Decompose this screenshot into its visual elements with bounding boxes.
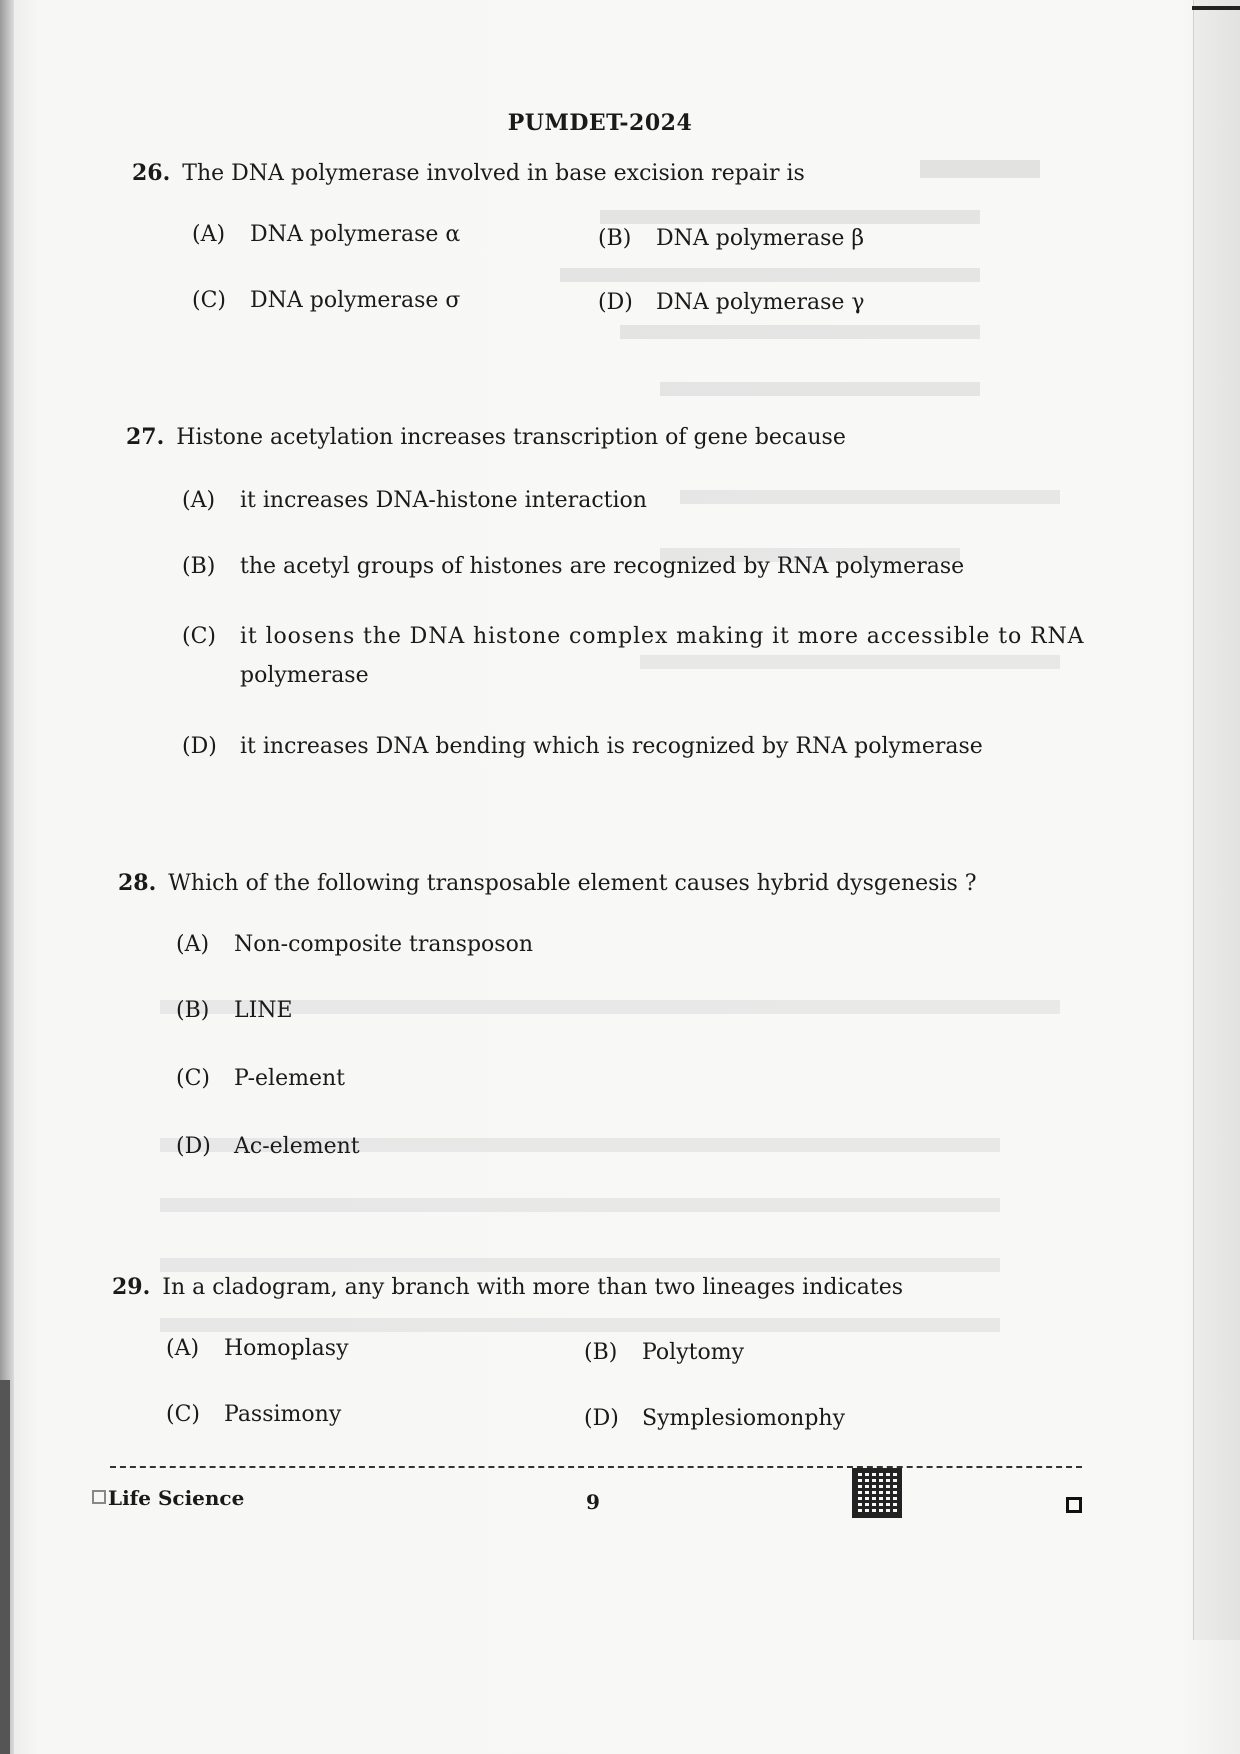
bleed-through-mark — [620, 325, 980, 339]
option-a — [176, 932, 533, 957]
option-c — [182, 624, 1102, 688]
option-label: (B) — [176, 998, 210, 1023]
option-c — [166, 1402, 341, 1427]
option-text: P-element — [234, 1066, 345, 1091]
option-label: (A) — [192, 222, 226, 247]
question-number: 28. — [118, 870, 157, 896]
option-text: DNA polymerase α — [250, 222, 461, 247]
question-text: In a cladogram, any branch with more than two lineages indicates — [162, 1275, 904, 1300]
option-text: DNA polymerase β — [656, 226, 865, 251]
option-a — [182, 488, 647, 513]
square-bullet-icon — [92, 1490, 106, 1504]
bleed-through-mark — [560, 268, 980, 282]
option-label: (B) — [182, 554, 216, 579]
option-label: (D) — [584, 1406, 619, 1431]
subject-label: Life Science — [108, 1486, 245, 1510]
option-d — [584, 1406, 845, 1431]
option-b — [584, 1340, 744, 1365]
scan-corner-mark — [1192, 6, 1240, 10]
option-a — [166, 1336, 349, 1361]
option-text: it increases DNA-histone interaction — [240, 488, 647, 513]
option-text: Passimony — [224, 1402, 342, 1427]
option-text: LINE — [234, 998, 293, 1023]
option-label: (D) — [176, 1134, 211, 1159]
question-27 — [126, 422, 846, 453]
option-text: DNA polymerase γ — [656, 290, 865, 315]
footer-divider — [110, 1466, 1082, 1468]
option-text: it increases DNA bending which is recognized by RNA polymerase — [240, 734, 983, 759]
option-text: Ac-element — [234, 1134, 360, 1159]
option-text: the acetyl groups of histones are recognized by RNA polymerase — [240, 554, 965, 579]
option-text: Symplesiomonphy — [642, 1406, 846, 1431]
option-text-continued: polymerase — [240, 663, 369, 688]
bleed-through-mark — [920, 160, 1040, 178]
option-b — [598, 226, 864, 251]
bleed-through-mark — [660, 382, 980, 396]
question-text: The DNA polymerase involved in base excision repair is — [182, 161, 805, 186]
option-text: Homoplasy — [224, 1336, 349, 1361]
option-label: (D) — [598, 290, 633, 315]
question-text: Which of the following transposable element causes hybrid dysgenesis ? — [168, 871, 977, 896]
option-b — [182, 554, 964, 579]
question-number: 29. — [112, 1274, 151, 1300]
option-text: Polytomy — [642, 1340, 744, 1365]
option-label: (A) — [176, 932, 210, 957]
question-26 — [132, 158, 805, 189]
option-label: (C) — [182, 624, 216, 649]
option-label: (A) — [166, 1336, 200, 1361]
page-number: 9 — [586, 1490, 600, 1514]
option-d — [598, 290, 865, 315]
option-a — [192, 222, 460, 247]
question-28 — [118, 868, 977, 899]
question-number: 27. — [126, 424, 165, 450]
option-c — [192, 288, 460, 313]
qr-code-icon — [852, 1468, 902, 1518]
option-label: (C) — [176, 1066, 210, 1091]
option-d — [176, 1134, 360, 1159]
bleed-through-mark — [160, 1318, 1000, 1332]
option-text: DNA polymerase σ — [250, 288, 461, 313]
question-text: Histone acetylation increases transcription of gene because — [176, 425, 846, 450]
option-label: (B) — [598, 226, 632, 251]
scan-right-edge — [1193, 0, 1240, 1640]
scan-left-edge — [0, 1380, 10, 1754]
option-label: (D) — [182, 734, 217, 759]
bleed-through-mark — [160, 1198, 1000, 1212]
option-label: (C) — [166, 1402, 200, 1427]
footer-subject — [92, 1486, 244, 1510]
question-29 — [112, 1272, 903, 1303]
option-b — [176, 998, 293, 1023]
option-label: (A) — [182, 488, 216, 513]
option-text: Non-composite transposon — [234, 932, 533, 957]
option-label: (C) — [192, 288, 226, 313]
question-number: 26. — [132, 160, 171, 186]
option-c — [176, 1066, 345, 1091]
option-label: (B) — [584, 1340, 618, 1365]
bleed-through-mark — [160, 1258, 1000, 1272]
exam-title: PUMDET-2024 — [507, 110, 693, 136]
option-d — [182, 734, 983, 759]
square-marker-icon — [1066, 1497, 1082, 1513]
bleed-through-mark — [600, 210, 980, 224]
option-text: it loosens the DNA histone complex making it more accessible to RNA — [240, 624, 1085, 649]
bleed-through-mark — [160, 1000, 1060, 1014]
bleed-through-mark — [680, 490, 1060, 504]
